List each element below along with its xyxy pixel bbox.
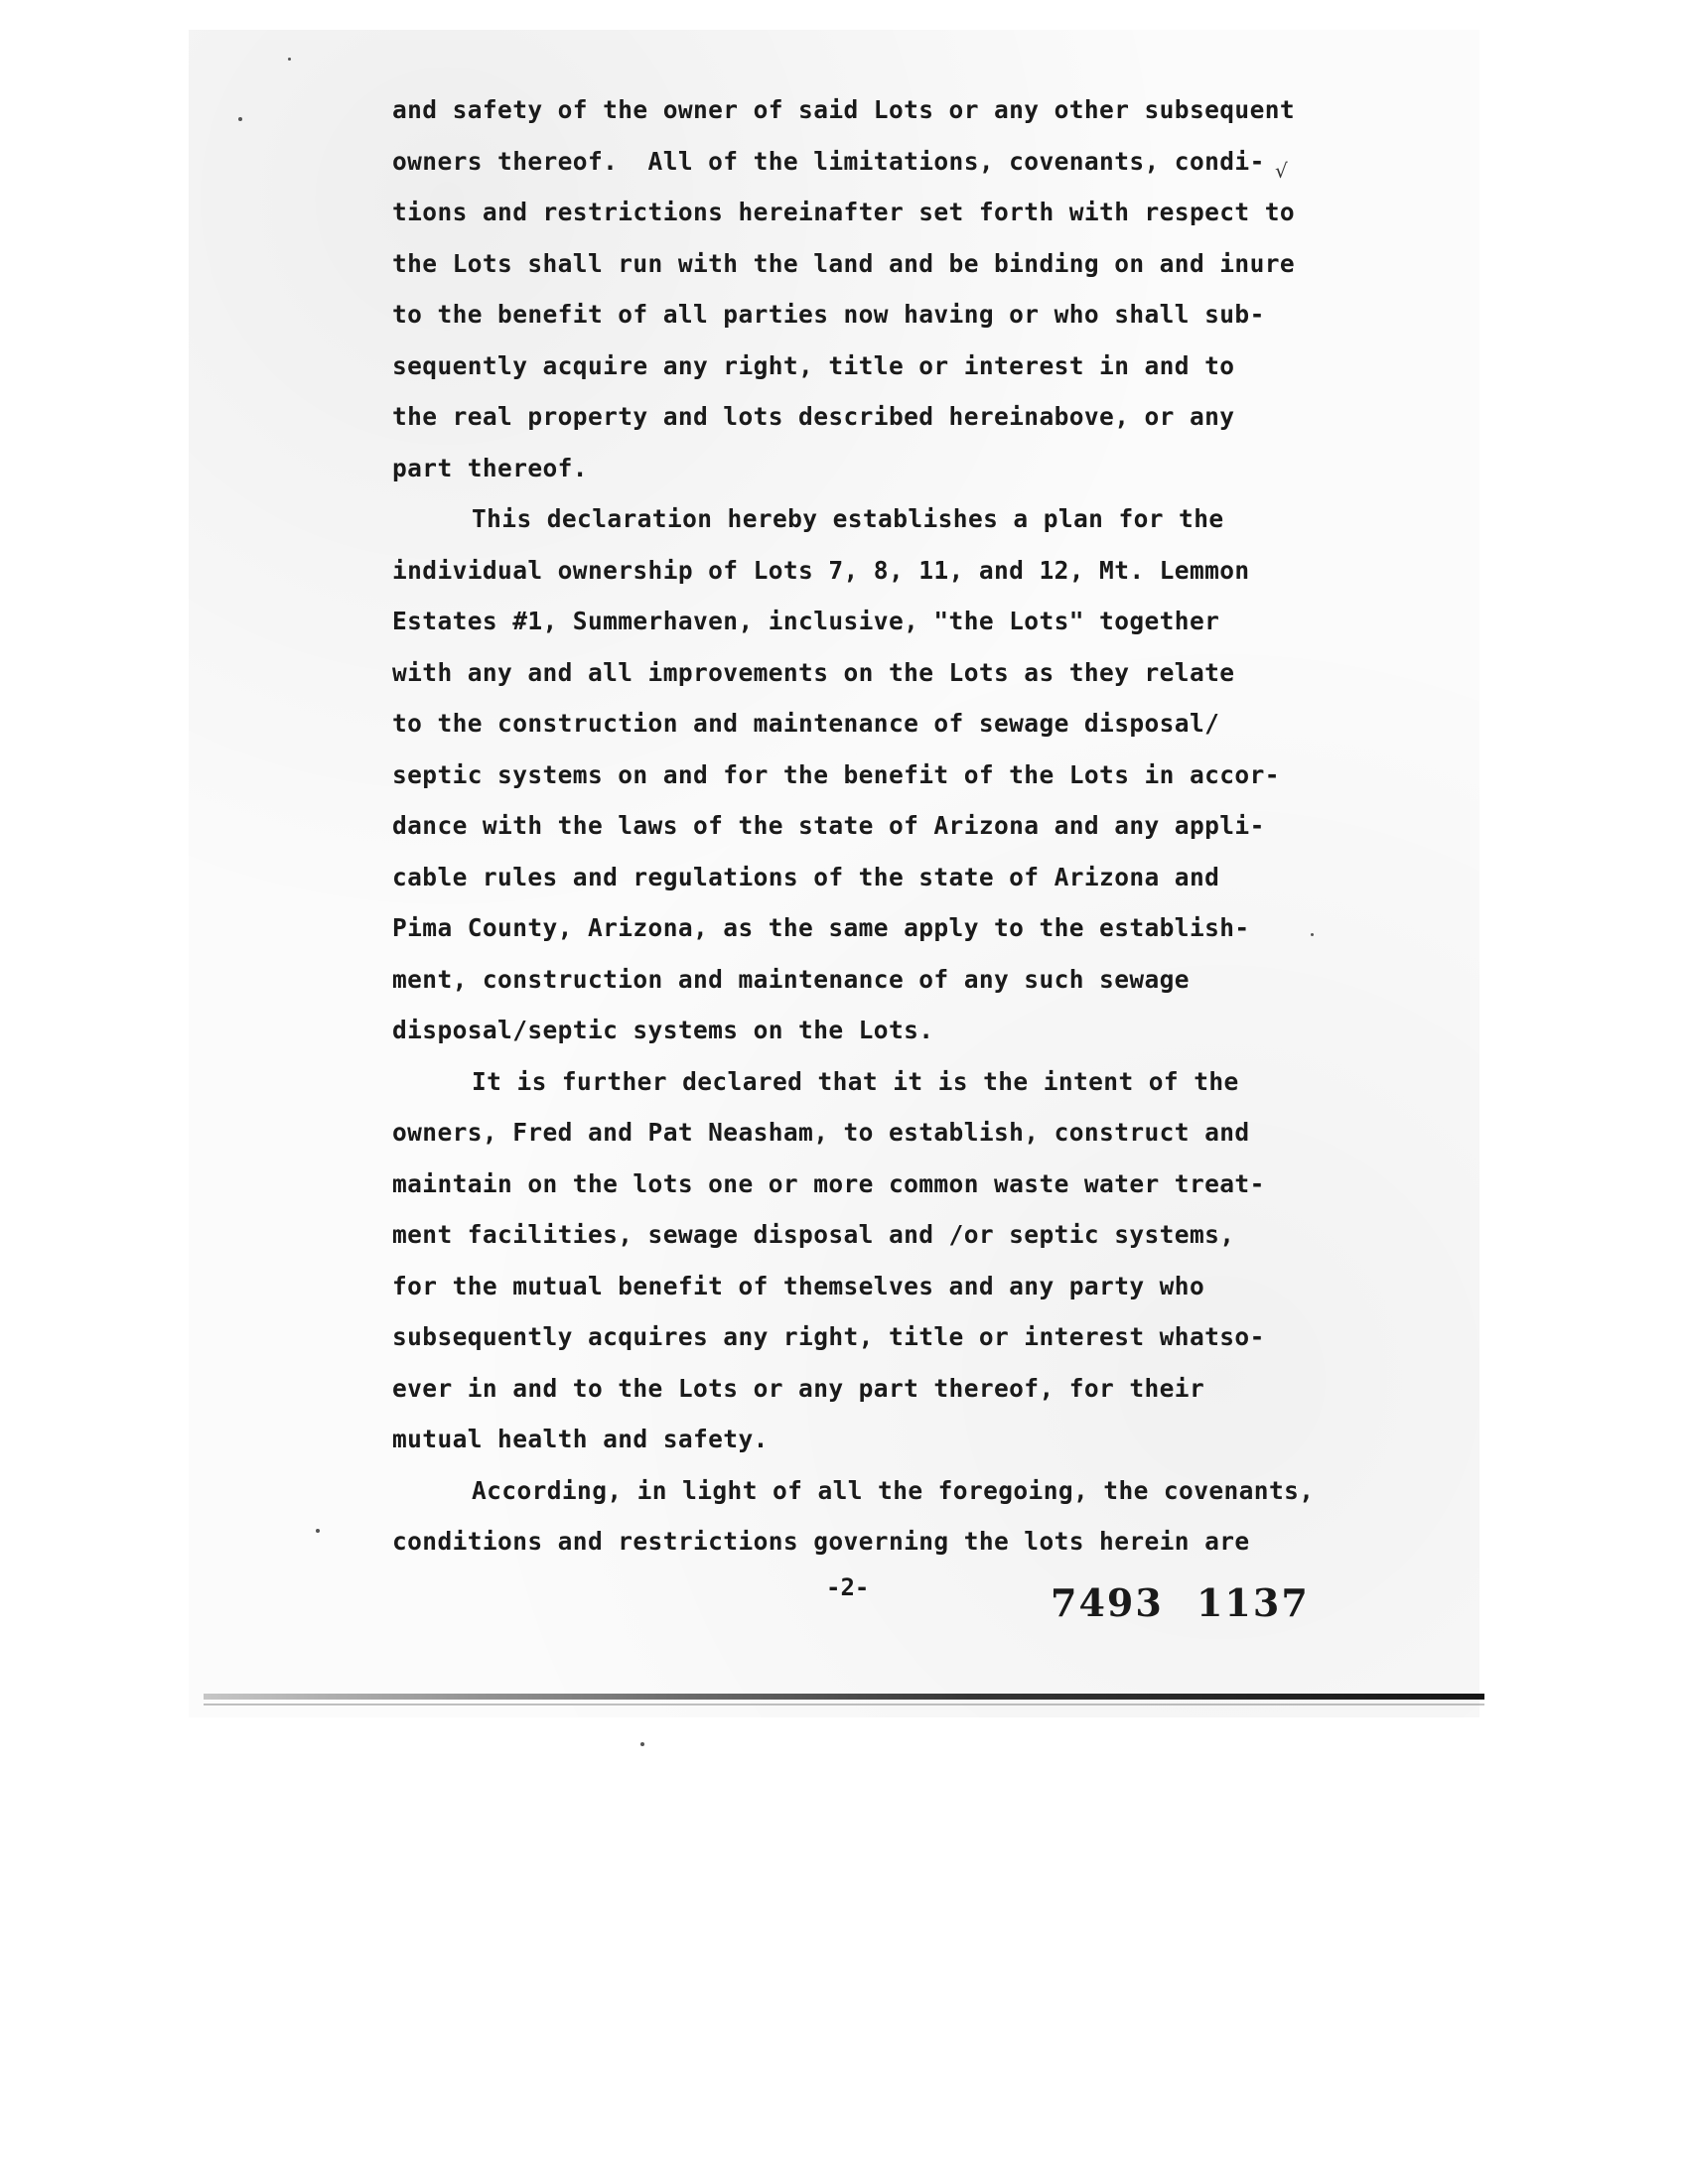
text-line: tions and restrictions hereinafter set forth with respect to bbox=[392, 198, 1296, 226]
paragraph-start-line: According, in light of all the foregoing, the covenants, bbox=[472, 1475, 1315, 1505]
text-line: ment facilities, sewage disposal and /or septic systems, bbox=[392, 1220, 1235, 1249]
scan-edge-shadow bbox=[204, 1694, 1484, 1700]
text-line: for the mutual benefit of themselves and any party who bbox=[392, 1271, 1205, 1300]
text-line: owners, Fred and Pat Neasham, to establish, construct and bbox=[392, 1118, 1250, 1147]
text-line: subsequently acquires any right, title or interest whatso- bbox=[392, 1322, 1265, 1351]
text-line: Estates #1, Summerhaven, inclusive, "the Lots" together bbox=[392, 607, 1220, 635]
text-line: owners thereof. All of the limitations, covenants, condi- bbox=[392, 146, 1265, 176]
scan-edge-line bbox=[204, 1704, 1484, 1706]
text-line: to the benefit of all parties now having or who shall sub- bbox=[392, 300, 1265, 329]
text-line: to the construction and maintenance of sewage disposal/ bbox=[392, 709, 1220, 738]
text-line: conditions and restrictions governing the lots herein are bbox=[392, 1527, 1250, 1556]
text-line: maintain on the lots one or more common waste water treat- bbox=[392, 1168, 1265, 1198]
page-number: -2- bbox=[826, 1573, 870, 1601]
scan-speck bbox=[288, 58, 291, 61]
scan-speck bbox=[316, 1529, 320, 1533]
paragraph-start-line: This declaration hereby establishes a plan for the bbox=[472, 504, 1224, 533]
recording-number: 7493 1137 bbox=[1051, 1580, 1310, 1625]
text-line: disposal/septic systems on the Lots. bbox=[392, 1016, 934, 1044]
text-line: the Lots shall run with the land and be binding on and inure bbox=[392, 248, 1296, 278]
text-line: ment, construction and maintenance of any such sewage bbox=[392, 964, 1190, 994]
scan-speck bbox=[1311, 933, 1314, 936]
text-line: with any and all improvements on the Lots as they relate bbox=[392, 657, 1235, 687]
text-line: ever in and to the Lots or any part thereof, for their bbox=[392, 1373, 1205, 1403]
text-line: individual ownership of Lots 7, 8, 11, and 12, Mt. Lemmon bbox=[392, 555, 1250, 585]
text-line: Pima County, Arizona, as the same apply to the establish- bbox=[392, 913, 1250, 942]
margin-checkmark: √ bbox=[1275, 159, 1288, 183]
text-line: septic systems on and for the benefit of the Lots in accor- bbox=[392, 759, 1280, 789]
text-line: and safety of the owner of said Lots or any other subsequent bbox=[392, 95, 1296, 124]
scan-speck bbox=[640, 1742, 644, 1746]
document-body bbox=[392, 84, 1345, 1568]
text-line: part thereof. bbox=[392, 453, 588, 482]
text-line: cable rules and regulations of the state of Arizona and bbox=[392, 862, 1220, 891]
text-line: sequently acquire any right, title or interest in and to bbox=[392, 350, 1235, 380]
text-line: dance with the laws of the state of Arizona and any appli- bbox=[392, 811, 1265, 840]
text-line: mutual health and safety. bbox=[392, 1425, 769, 1453]
paragraph-start-line: It is further declared that it is the intent of the bbox=[472, 1066, 1239, 1096]
text-line: the real property and lots described hereinabove, or any bbox=[392, 402, 1235, 431]
scan-speck bbox=[238, 117, 242, 121]
